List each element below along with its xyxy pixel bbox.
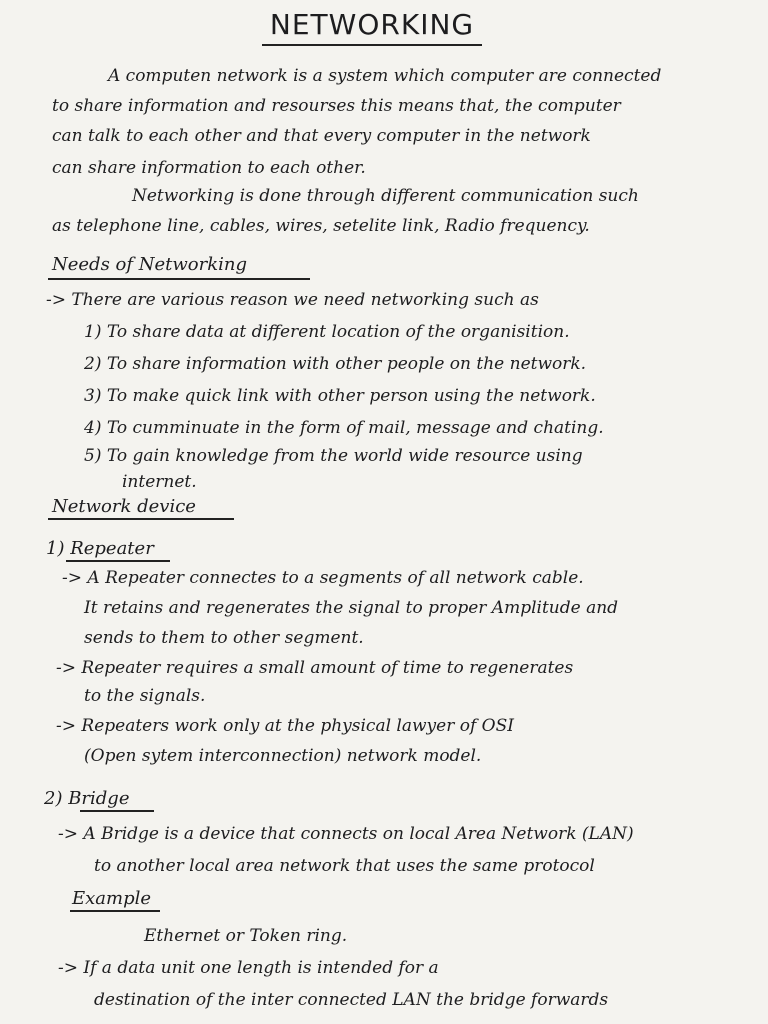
text-line: -> A Repeater connectes to a segments of all network cable. (62, 568, 584, 588)
list-item: 3) To make quick link with other person using the network. (84, 386, 596, 406)
text-line: destination of the inter connected LAN the bridge forwards (94, 990, 609, 1010)
title-underline (262, 44, 482, 46)
subheading-bridge: 2) Bridge (44, 788, 130, 809)
text-line: can share information to each other. (52, 158, 366, 178)
list-item: 2) To share information with other people on the network. (84, 354, 587, 374)
heading-underline (48, 518, 234, 520)
text-line: -> Repeaters work only at the physical lawyer of OSI (56, 716, 514, 736)
text-line: -> Repeater requires a small amount of time to regenerates (56, 658, 574, 678)
text-line: to another local area network that uses the same protocol (94, 856, 595, 876)
heading-underline (80, 810, 154, 812)
text-line: as telephone line, cables, wires, setelite link, Radio frequency. (52, 216, 590, 236)
text-line: A computen network is a system which computer are connected (108, 66, 662, 86)
list-item: 4) To cumminuate in the form of mail, message and chating. (84, 418, 604, 438)
page-title: NETWORKING (269, 8, 475, 41)
text-line: to share information and resourses this means that, the computer (52, 96, 621, 116)
text-line: Ethernet or Token ring. (144, 926, 348, 946)
text-line: to the signals. (84, 686, 206, 706)
list-item: 1) To share data at different location of the organisition. (84, 322, 570, 342)
text-line: sends to them to other segment. (84, 628, 364, 648)
text-line: -> A Bridge is a device that connects on local Area Network (LAN) (58, 824, 634, 844)
heading-underline (70, 910, 160, 912)
text-line: -> There are various reason we need networking such as (46, 290, 539, 310)
text-line: It retains and regenerates the signal to proper Amplitude and (84, 598, 619, 618)
heading-underline (48, 278, 310, 280)
text-line: internet. (122, 472, 197, 492)
section-heading-needs: Needs of Networking (52, 254, 248, 275)
subheading-repeater: 1) Repeater (46, 538, 154, 559)
heading-underline (66, 560, 170, 562)
subheading-example: Example (72, 888, 152, 909)
text-line: (Open sytem interconnection) network model. (84, 746, 482, 766)
text-line: Networking is done through different communication such (132, 186, 639, 206)
section-heading-device: Network device (52, 496, 196, 517)
text-line: -> If a data unit one length is intended for a (58, 958, 439, 978)
list-item: 5) To gain knowledge from the world wide resource using (84, 446, 583, 466)
text-line: can talk to each other and that every computer in the network (52, 126, 591, 146)
